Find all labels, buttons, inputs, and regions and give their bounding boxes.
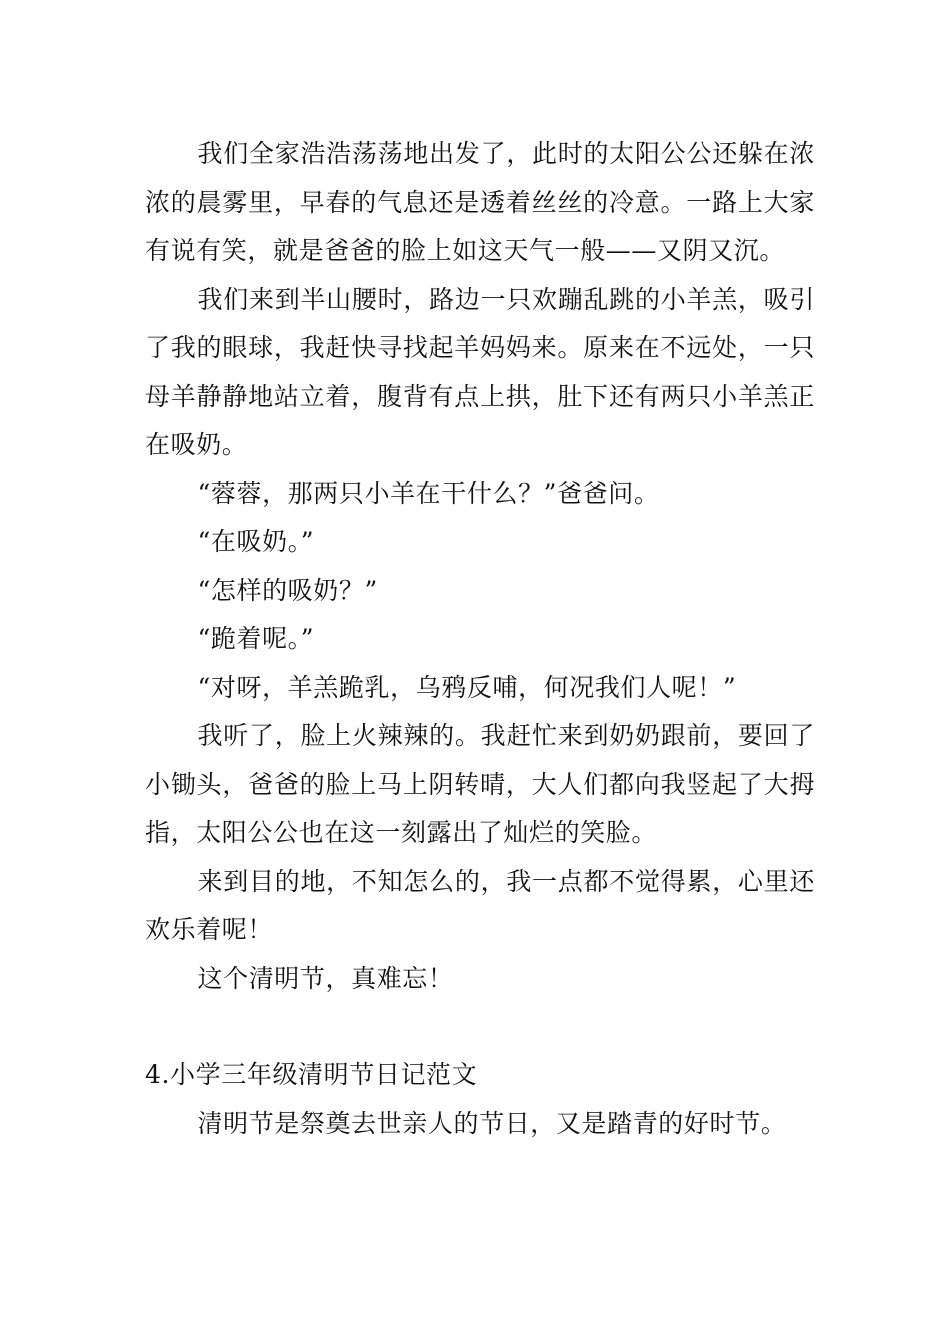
dialogue-line: “在吸奶。” bbox=[197, 527, 315, 556]
dialogue-line: “怎样的吸奶？” bbox=[197, 575, 378, 605]
document-body bbox=[145, 130, 815, 1148]
paragraph: 这个清明节，真难忘！ bbox=[197, 963, 454, 993]
paragraph: 来到目的地，不知怎么的，我一点都不觉得累，心里还欢乐着呢！ bbox=[145, 866, 815, 944]
paragraph: 我们全家浩浩荡荡地出发了，此时的太阳公公还躲在浓浓的晨雾里，早春的气息还是透着丝丝的冷意。一路上大家有说有笑，就是爸爸的脸上如这天气一般——又阴又沉。 bbox=[145, 139, 815, 265]
dialogue-line: “对呀，羊羔跪乳，乌鸦反哺，何况我们人呢！” bbox=[197, 672, 737, 702]
paragraph: 我们来到半山腰时，路边一只欢蹦乱跳的小羊羔，吸引了我的眼球，我赶快寻找起羊妈妈来。原来在不远处，一只母羊静静地站立着，腹背有点上拱，肚下还有两只小羊羔正在吸奶。 bbox=[145, 284, 815, 459]
dialogue-line: “跪着呢。” bbox=[197, 624, 315, 653]
dialogue-line: “蓉蓉，那两只小羊在干什么？”爸爸问。 bbox=[197, 478, 660, 508]
section-spacer bbox=[145, 1003, 815, 1051]
paragraph: 清明节是祭奠去世亲人的节日，又是踏青的好时节。 bbox=[197, 1108, 787, 1138]
section-heading: 4.小学三年级清明节日记范文 bbox=[145, 1060, 478, 1089]
paragraph: 我听了，脸上火辣辣的。我赶忙来到奶奶跟前，要回了小锄头，爸爸的脸上马上阴转晴，大人们都向我竖起了大拇指，太阳公公也在这一刻露出了灿烂的笑脸。 bbox=[145, 721, 815, 847]
